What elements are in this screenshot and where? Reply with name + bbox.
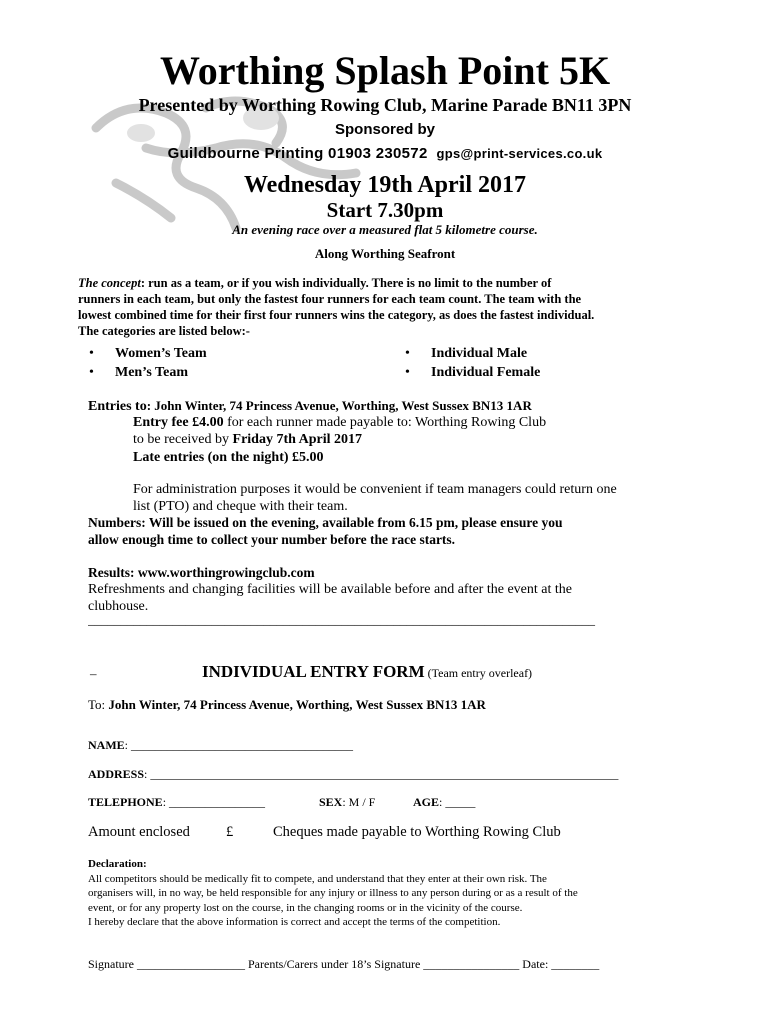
age-label: AGE [413,795,440,809]
course-description: An evening race over a measured flat 5 kilometre course. [232,222,538,237]
declaration-line: All competitors should be medically fit to compete, and understand that they enter at their own risk. The [88,872,547,885]
declaration-line: I hereby declare that the above information is correct and accept the terms of the competition. [88,916,501,928]
address-field[interactable] [88,766,673,782]
admin-note-line: list (PTO) and cheque with their team. [133,499,348,514]
sponsored-by-label: Sponsored by [334,121,435,138]
entries-address: : John Winter, 74 Princess Avenue, Worthing, West Sussex BN13 1AR [146,398,532,413]
late-entries: Late entries (on the night) £5.00 [133,450,324,465]
telephone-blank: : ________________ [162,795,266,809]
sex-options: : M / F [342,795,376,809]
telephone-label: TELEPHONE [88,795,163,809]
age-blank: : _____ [439,795,476,809]
address-label: ADDRESS [88,767,145,781]
entry-form-overleaf: (Team entry overleaf) [424,666,533,680]
category-item: • Men’s Team [89,363,207,382]
form-to-address: John Winter, 74 Princess Avenue, Worthing, West Sussex BN13 1AR [108,697,486,712]
refreshments-line: clubhouse. [88,599,149,614]
concept-line: : run as a team, or if you wish individually. There is no limit to the number of [140,276,552,290]
declaration-line: event, or for any property lost on the course, in the changing rooms or in the vicinity of the course. [88,901,523,914]
results-line: Results: www.worthingrowingclub.com [88,565,315,580]
refreshments-line: Refreshments and changing facilities will be available before and after the event at the [88,582,572,597]
numbers-label: Numbers [88,515,142,530]
form-to-label: To: [88,697,109,712]
separator-rule: ______________________________________________________________________________ [88,612,595,627]
admin-note-line: For administration purposes it would be convenient if team managers could return one [133,482,617,497]
category-item: • Individual Female [405,363,540,382]
entry-form-heading [202,661,532,684]
cheques-note: Cheques made payable to Worthing Rowing Club [273,824,561,840]
numbers-line [88,514,563,532]
page-title: Worthing Splash Point 5K [159,48,611,93]
deadline-date: Friday 7th April 2017 [232,432,363,447]
name-blank: : _____________________________________ [124,738,354,752]
sponsor-line [0,144,770,164]
declaration [88,857,578,930]
form-to-line [88,696,486,714]
concept-paragraph [78,275,698,339]
concept-label: The concept [78,276,141,290]
name-field[interactable] [88,737,353,753]
numbers-line: allow enough time to collect your number before the race starts. [88,532,456,547]
telephone-field[interactable] [88,794,265,810]
age-field[interactable] [413,794,475,810]
deadline-line [133,431,362,449]
category-list-right [405,344,540,382]
entry-form-title: INDIVIDUAL ENTRY FORM [202,662,425,681]
declaration-line: organisers will, in no way, be held responsible for any injury or illness to any person during or as a result of the [88,887,578,899]
entries-label: Entries to [88,399,147,414]
entry-fee-payable: for each runner made payable to: Worthing Rowing Club [223,415,547,430]
concept-line: The categories are listed below:- [78,324,250,338]
declaration-heading: Declaration: [88,858,147,870]
currency-symbol: £ [226,824,234,840]
concept-line: runners in each team, but only the fastest four runners for each team count. The team with the [78,292,582,306]
sex-field[interactable] [319,794,375,810]
event-date: Wednesday 19th April 2017 [243,172,527,198]
sex-label: SEX [319,795,343,809]
entry-fee-line [133,414,546,432]
numbers-text: : Will be issued on the evening, available from 6.15 pm, please ensure you [141,515,563,530]
presented-by: Presented by Worthing Rowing Club, Marine Parade BN11 3PN [138,95,632,115]
entry-fee: Entry fee £4.00 [133,415,224,430]
signature-line[interactable]: Signature __________________ Parents/Carers under 18’s Signature ________________ Date: ________ [88,957,600,971]
dash-mark: – [90,666,97,681]
concept-line: lowest combined time for their first four runners wins the category, as does the fastest individual. [78,308,595,322]
category-list-left [89,344,207,382]
address-blank: : ______________________________________________________________________________ [144,767,619,781]
amount-label: Amount enclosed [88,824,190,840]
deadline-prefix: to be received by [133,432,233,447]
sponsor-email: gps@print-services.co.uk [436,146,603,161]
start-time: Start 7.30pm [326,198,444,222]
category-item: • Women’s Team [89,344,207,363]
category-item: • Individual Male [405,344,540,363]
name-label: NAME [88,738,125,752]
location: Along Worthing Seafront [314,246,456,261]
sponsor-name: Guildbourne Printing 01903 230572 [167,145,428,162]
